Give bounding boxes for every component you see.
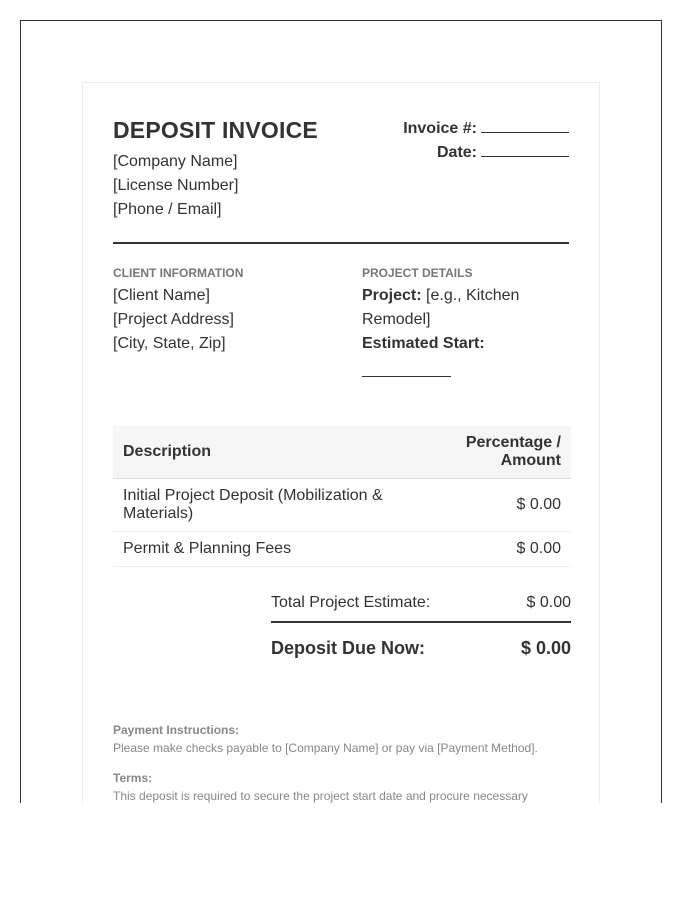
invoice-title: DEPOSIT INVOICE	[113, 117, 318, 143]
date-label: Date:	[436, 144, 477, 161]
project-section-title: PROJECT DETAILS	[362, 266, 473, 280]
info-section	[113, 266, 569, 426]
invoice-page	[82, 82, 600, 803]
description-header: Description	[113, 426, 421, 479]
totals-section	[271, 585, 571, 673]
estimated-start-blank[interactable]	[362, 356, 451, 377]
city-state-zip: [City, State, Zip]	[113, 335, 226, 352]
client-section-title: CLIENT INFORMATION	[113, 266, 244, 280]
invoice-number-blank[interactable]	[481, 118, 569, 133]
project-label: Project:	[362, 287, 422, 304]
license-number: [License Number]	[113, 177, 239, 194]
phone-email: [Phone / Email]	[113, 201, 222, 218]
invoice-number-label: Invoice #:	[403, 120, 477, 137]
deposit-due-row	[271, 623, 571, 673]
document-frame	[20, 20, 662, 803]
estimated-start-label: Estimated Start:	[362, 335, 485, 352]
line-items-table	[113, 426, 571, 567]
terms-title: Terms:	[113, 771, 153, 785]
total-estimate-value: $ 0.00	[526, 594, 571, 611]
client-information	[113, 266, 333, 356]
project-address: [Project Address]	[113, 311, 234, 328]
terms	[113, 769, 569, 803]
estimated-start-line	[362, 332, 562, 377]
total-estimate-row	[271, 585, 571, 623]
project-value: [e.g., Kitchen Remodel]	[362, 287, 520, 328]
date-row	[403, 141, 569, 165]
notes-section	[113, 721, 569, 803]
row-amount: $ 0.00	[421, 479, 571, 532]
total-estimate-label: Total Project Estimate:	[271, 594, 431, 611]
project-details	[362, 266, 562, 377]
project-line	[362, 284, 562, 332]
amount-header: Percentage / Amount	[421, 426, 571, 479]
terms-text: This deposit is required to secure the project start date and procure necessary	[113, 789, 528, 803]
invoice-number-row	[403, 117, 569, 141]
table-row	[113, 479, 571, 532]
date-blank[interactable]	[481, 142, 569, 157]
invoice-meta	[403, 117, 569, 165]
row-amount: $ 0.00	[421, 532, 571, 567]
invoice-header	[113, 117, 569, 244]
company-name: [Company Name]	[113, 153, 238, 170]
table-header-row	[113, 426, 571, 479]
row-description: Permit & Planning Fees	[113, 532, 421, 567]
row-description: Initial Project Deposit (Mobilization & Materials)	[113, 479, 421, 532]
table-row	[113, 532, 571, 567]
deposit-due-label: Deposit Due Now:	[271, 637, 426, 658]
payment-instructions-text: Please make checks payable to [Company Name] or pay via [Payment Method].	[113, 741, 538, 755]
deposit-due-value: $ 0.00	[520, 637, 571, 658]
payment-instructions	[113, 721, 569, 757]
client-name: [Client Name]	[113, 287, 210, 304]
payment-instructions-title: Payment Instructions:	[113, 723, 240, 737]
